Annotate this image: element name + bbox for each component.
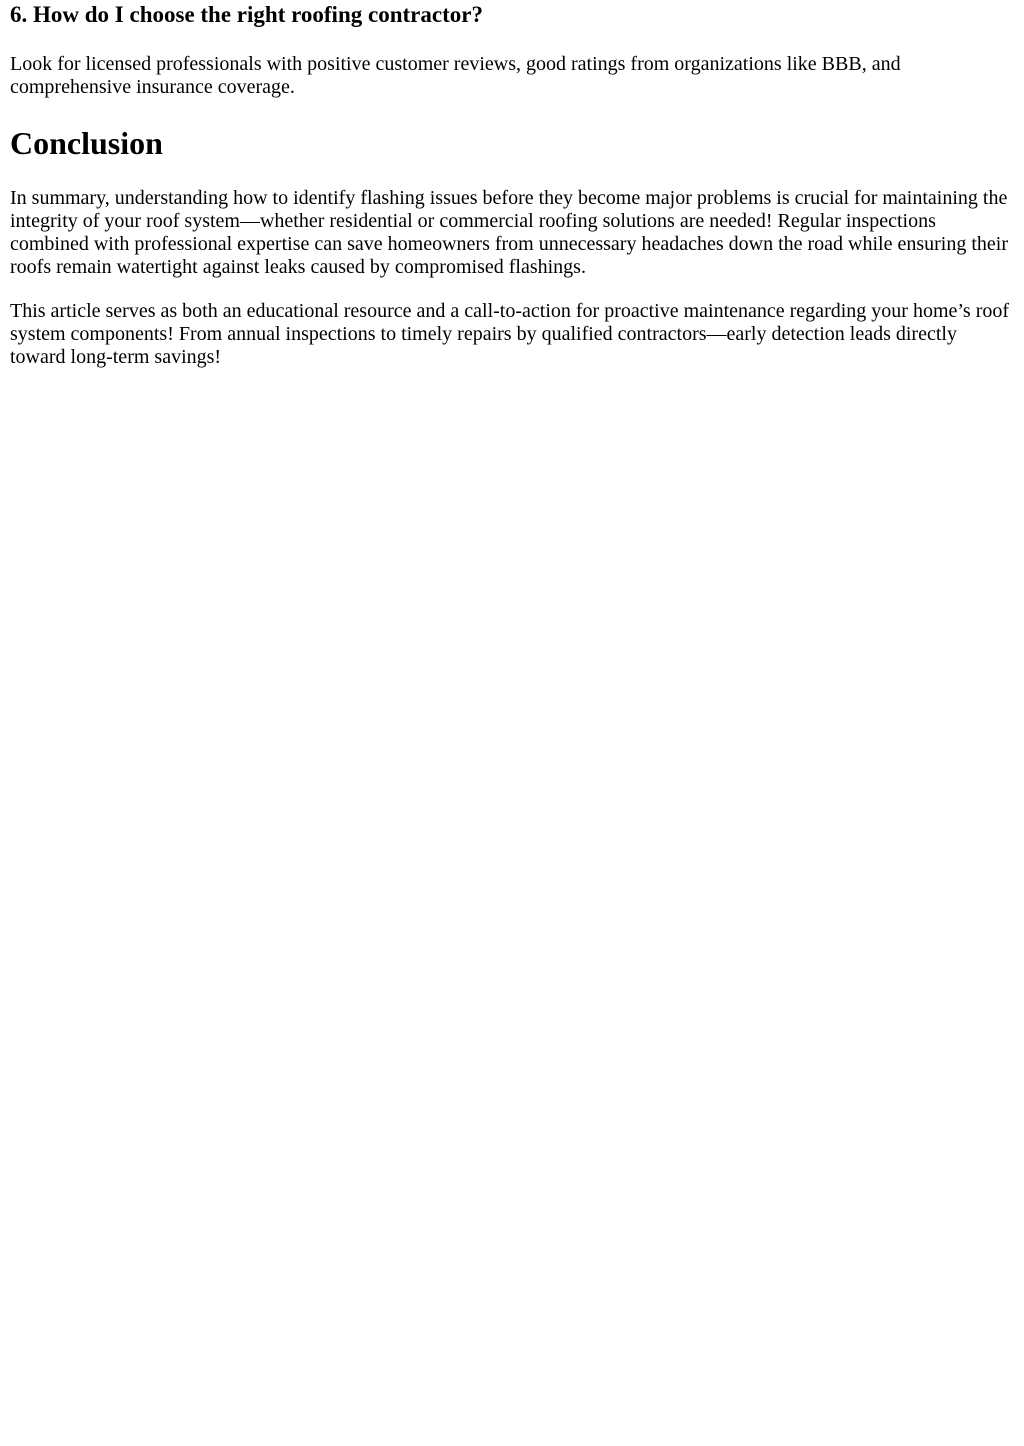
conclusion-paragraph-summary: In summary, understanding how to identify flashing issues before they become major problems is crucial for maintaining the integrity of your roof system—whether residential or commercial roofing solutions are needed! Regular inspections combined with professional expertise can save homeowners from unnecessary headaches down the road while ensuring their roofs remain watertight against leaks caused by compromised flashings. bbox=[10, 187, 1009, 278]
article-page bbox=[0, 0, 1024, 369]
faq-question-heading: 6. How do I choose the right roofing contractor? bbox=[10, 2, 483, 27]
faq-answer-paragraph: Look for licensed professionals with positive customer reviews, good ratings from organizations like BBB, and comprehensive insurance coverage. bbox=[10, 53, 901, 98]
conclusion-heading: Conclusion bbox=[10, 125, 163, 161]
conclusion-paragraph-call-to-action: This article serves as both an educational resource and a call-to-action for proactive maintenance regarding your home’s roof system components! From annual inspections to timely repairs by qualified contractors—early detection leads directly toward long-term savings! bbox=[10, 300, 1010, 368]
